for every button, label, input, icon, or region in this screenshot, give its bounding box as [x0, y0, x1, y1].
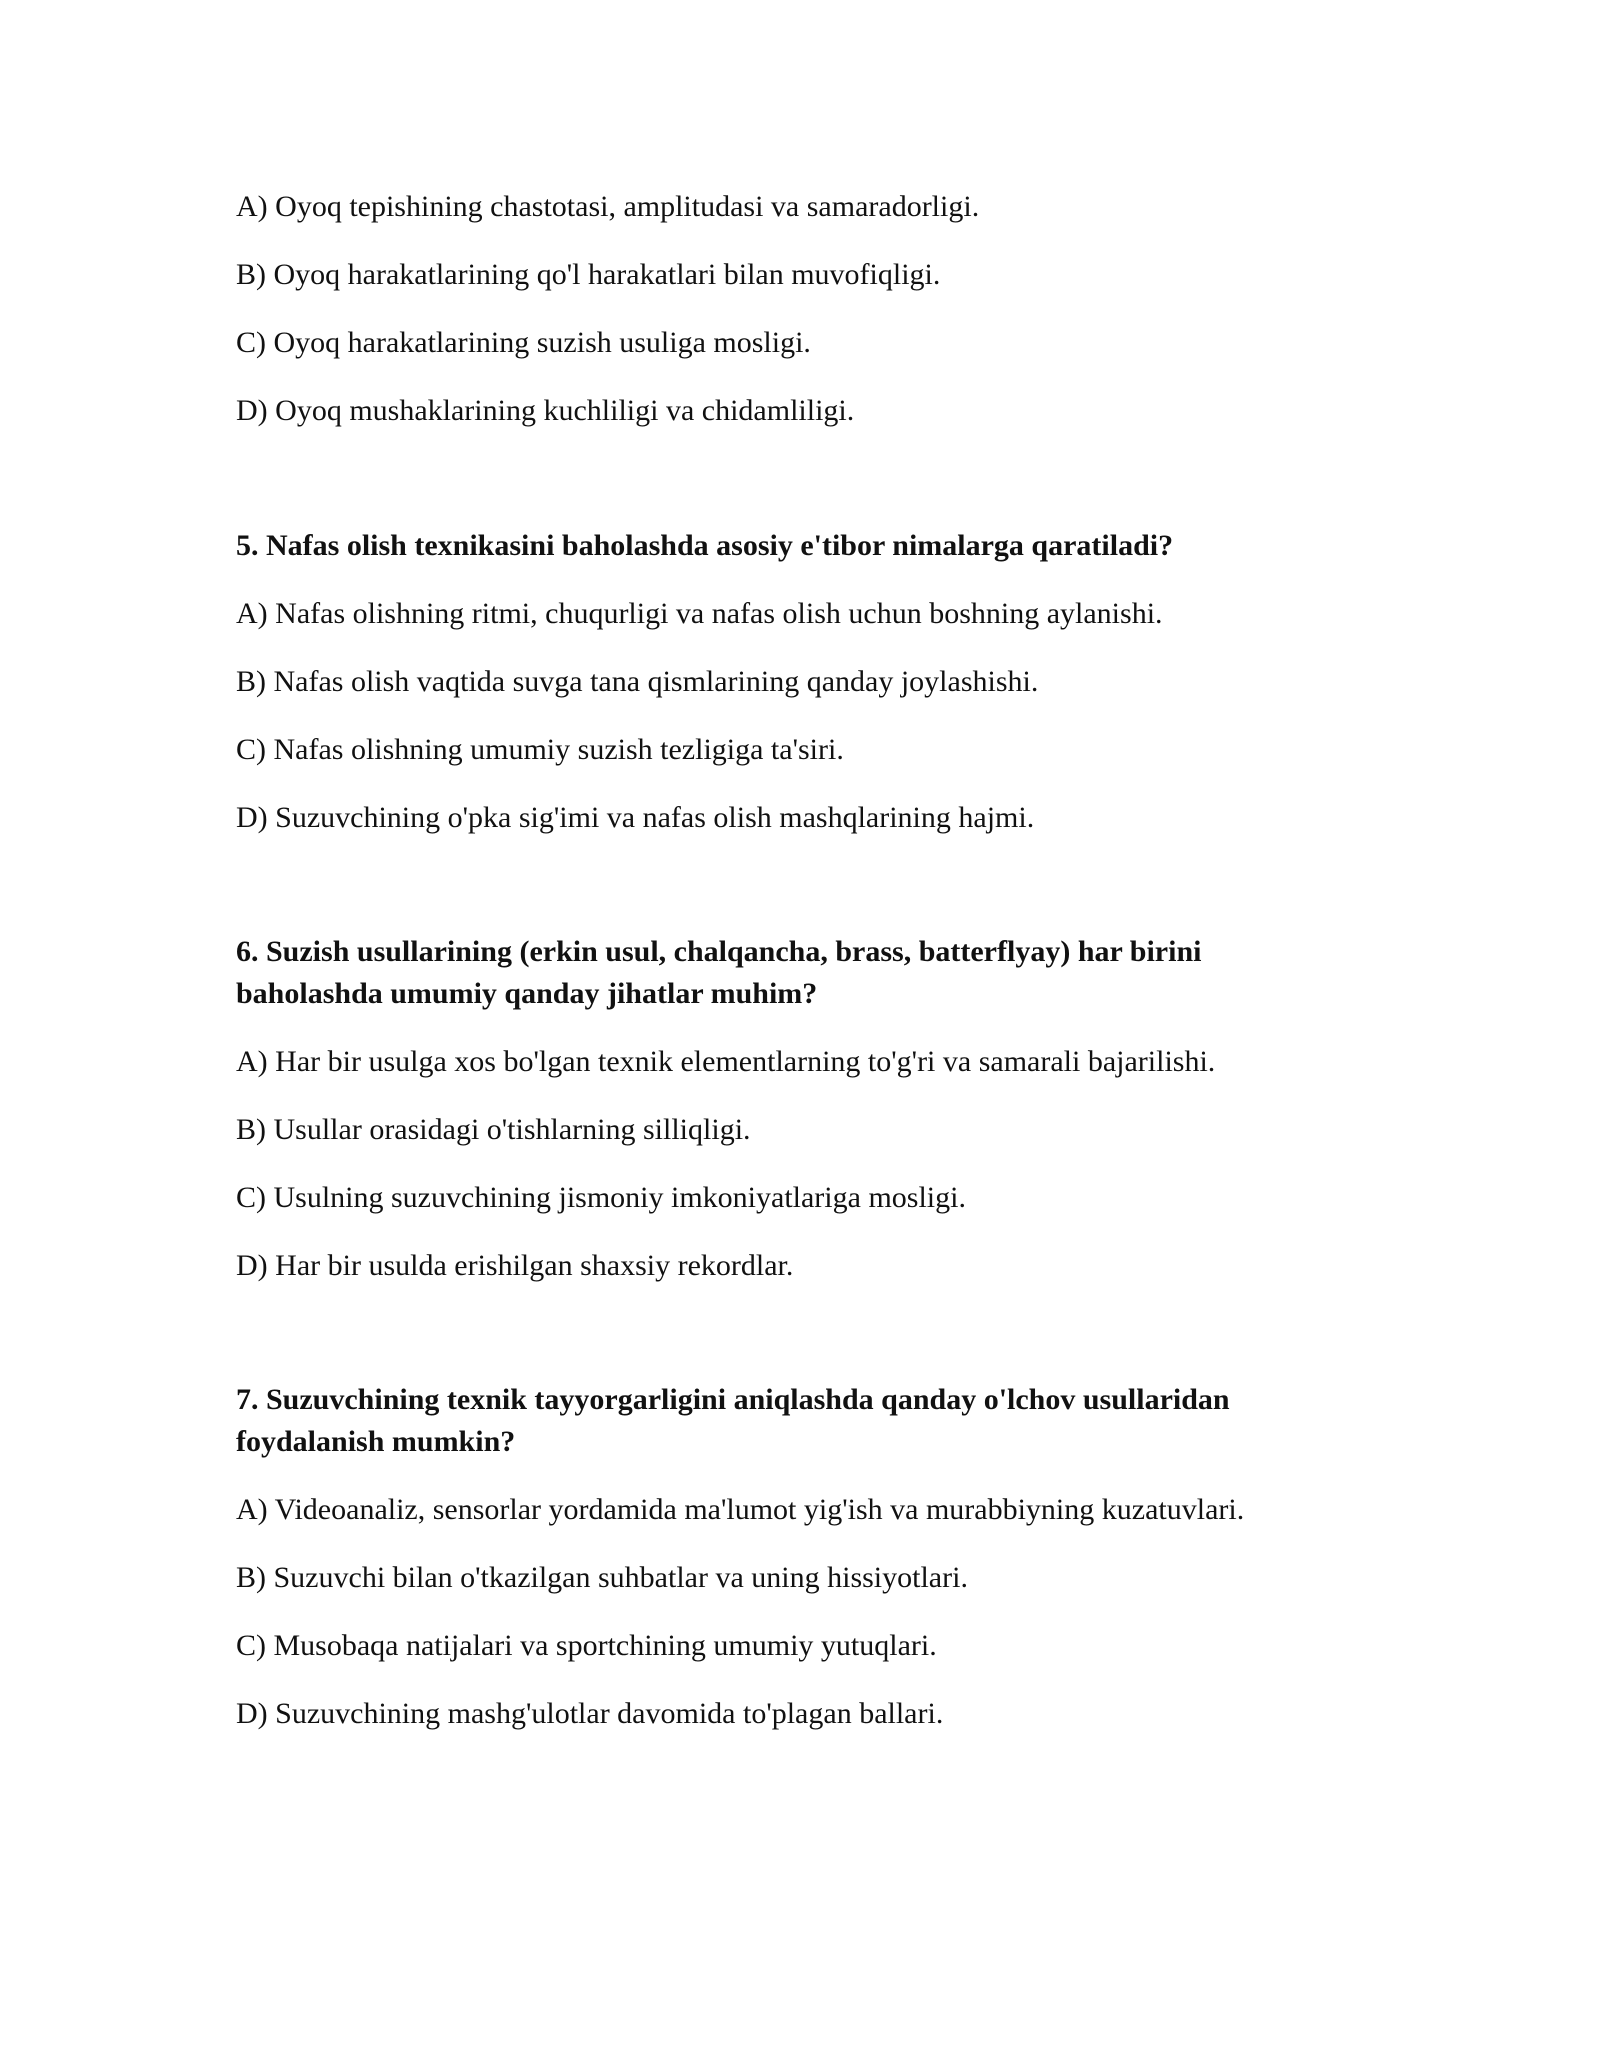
option-text: C) Oyoq harakatlarining suzish usuliga mosligi. — [236, 326, 811, 359]
question-5 — [236, 525, 1396, 865]
option-text: C) Musobaqa natijalari va sportchining umumiy yutuqlari. — [236, 1629, 937, 1662]
option-b — [236, 1557, 1396, 1625]
option-b — [236, 1109, 1396, 1177]
option-b — [236, 254, 1396, 322]
option-c — [236, 729, 1396, 797]
option-text: B) Usullar orasidagi o'tishlarning silliqligi. — [236, 1113, 751, 1146]
question-text-line-1: 7. Suzuvchining texnik tayyorgarligini aniqlashda qanday o'lchov usullaridan — [236, 1383, 1230, 1416]
option-text: B) Suzuvchi bilan o'tkazilgan suhbatlar va uning hissiyotlari. — [236, 1561, 968, 1594]
option-a — [236, 1041, 1396, 1109]
option-text: B) Nafas olish vaqtida suvga tana qismlarining qanday joylashishi. — [236, 665, 1039, 698]
option-a — [236, 186, 1396, 254]
option-text: C) Usulning suzuvchining jismoniy imkoniyatlariga mosligi. — [236, 1181, 966, 1214]
option-a — [236, 1489, 1396, 1557]
option-b — [236, 661, 1396, 729]
option-c — [236, 1177, 1396, 1245]
question-text: 5. Nafas olish texnikasini baholashda asosiy e'tibor nimalarga qaratiladi? — [236, 529, 1174, 562]
option-text: B) Oyoq harakatlarining qo'l harakatlari bilan muvofiqligi. — [236, 258, 941, 291]
question-6 — [236, 931, 1396, 1313]
question-7 — [236, 1379, 1396, 1761]
option-text: D) Suzuvchining mashg'ulotlar davomida to'plagan ballari. — [236, 1697, 944, 1730]
option-a — [236, 593, 1396, 661]
question-4-options — [236, 186, 1396, 458]
question-text-line-1: 6. Suzish usullarining (erkin usul, chalqancha, brass, batterflyay) har birini — [236, 935, 1202, 968]
option-c — [236, 322, 1396, 390]
question-heading — [236, 1379, 1396, 1489]
option-text: A) Oyoq tepishining chastotasi, amplitudasi va samaradorligi. — [236, 190, 980, 223]
option-d — [236, 797, 1396, 865]
option-c — [236, 1625, 1396, 1693]
option-text: D) Oyoq mushaklarining kuchliligi va chidamliligi. — [236, 394, 855, 427]
option-text: A) Nafas olishning ritmi, chuqurligi va nafas olish uchun boshning aylanishi. — [236, 597, 1163, 630]
question-heading — [236, 525, 1396, 593]
option-text: A) Har bir usulga xos bo'lgan texnik elementlarning to'g'ri va samarali bajarilishi. — [236, 1045, 1216, 1078]
option-text: D) Suzuvchining o'pka sig'imi va nafas olish mashqlarining hajmi. — [236, 801, 1035, 834]
option-d — [236, 1693, 1396, 1761]
question-text-line-2: baholashda umumiy qanday jihatlar muhim? — [236, 977, 818, 1010]
option-text: A) Videoanaliz, sensorlar yordamida ma'lumot yig'ish va murabbiyning kuzatuvlari. — [236, 1493, 1245, 1526]
option-text: C) Nafas olishning umumiy suzish tezligiga ta'siri. — [236, 733, 844, 766]
question-heading — [236, 931, 1396, 1041]
option-d — [236, 1245, 1396, 1313]
question-text-line-2: foydalanish mumkin? — [236, 1425, 516, 1458]
option-text: D) Har bir usulda erishilgan shaxsiy rekordlar. — [236, 1249, 794, 1282]
option-d — [236, 390, 1396, 458]
